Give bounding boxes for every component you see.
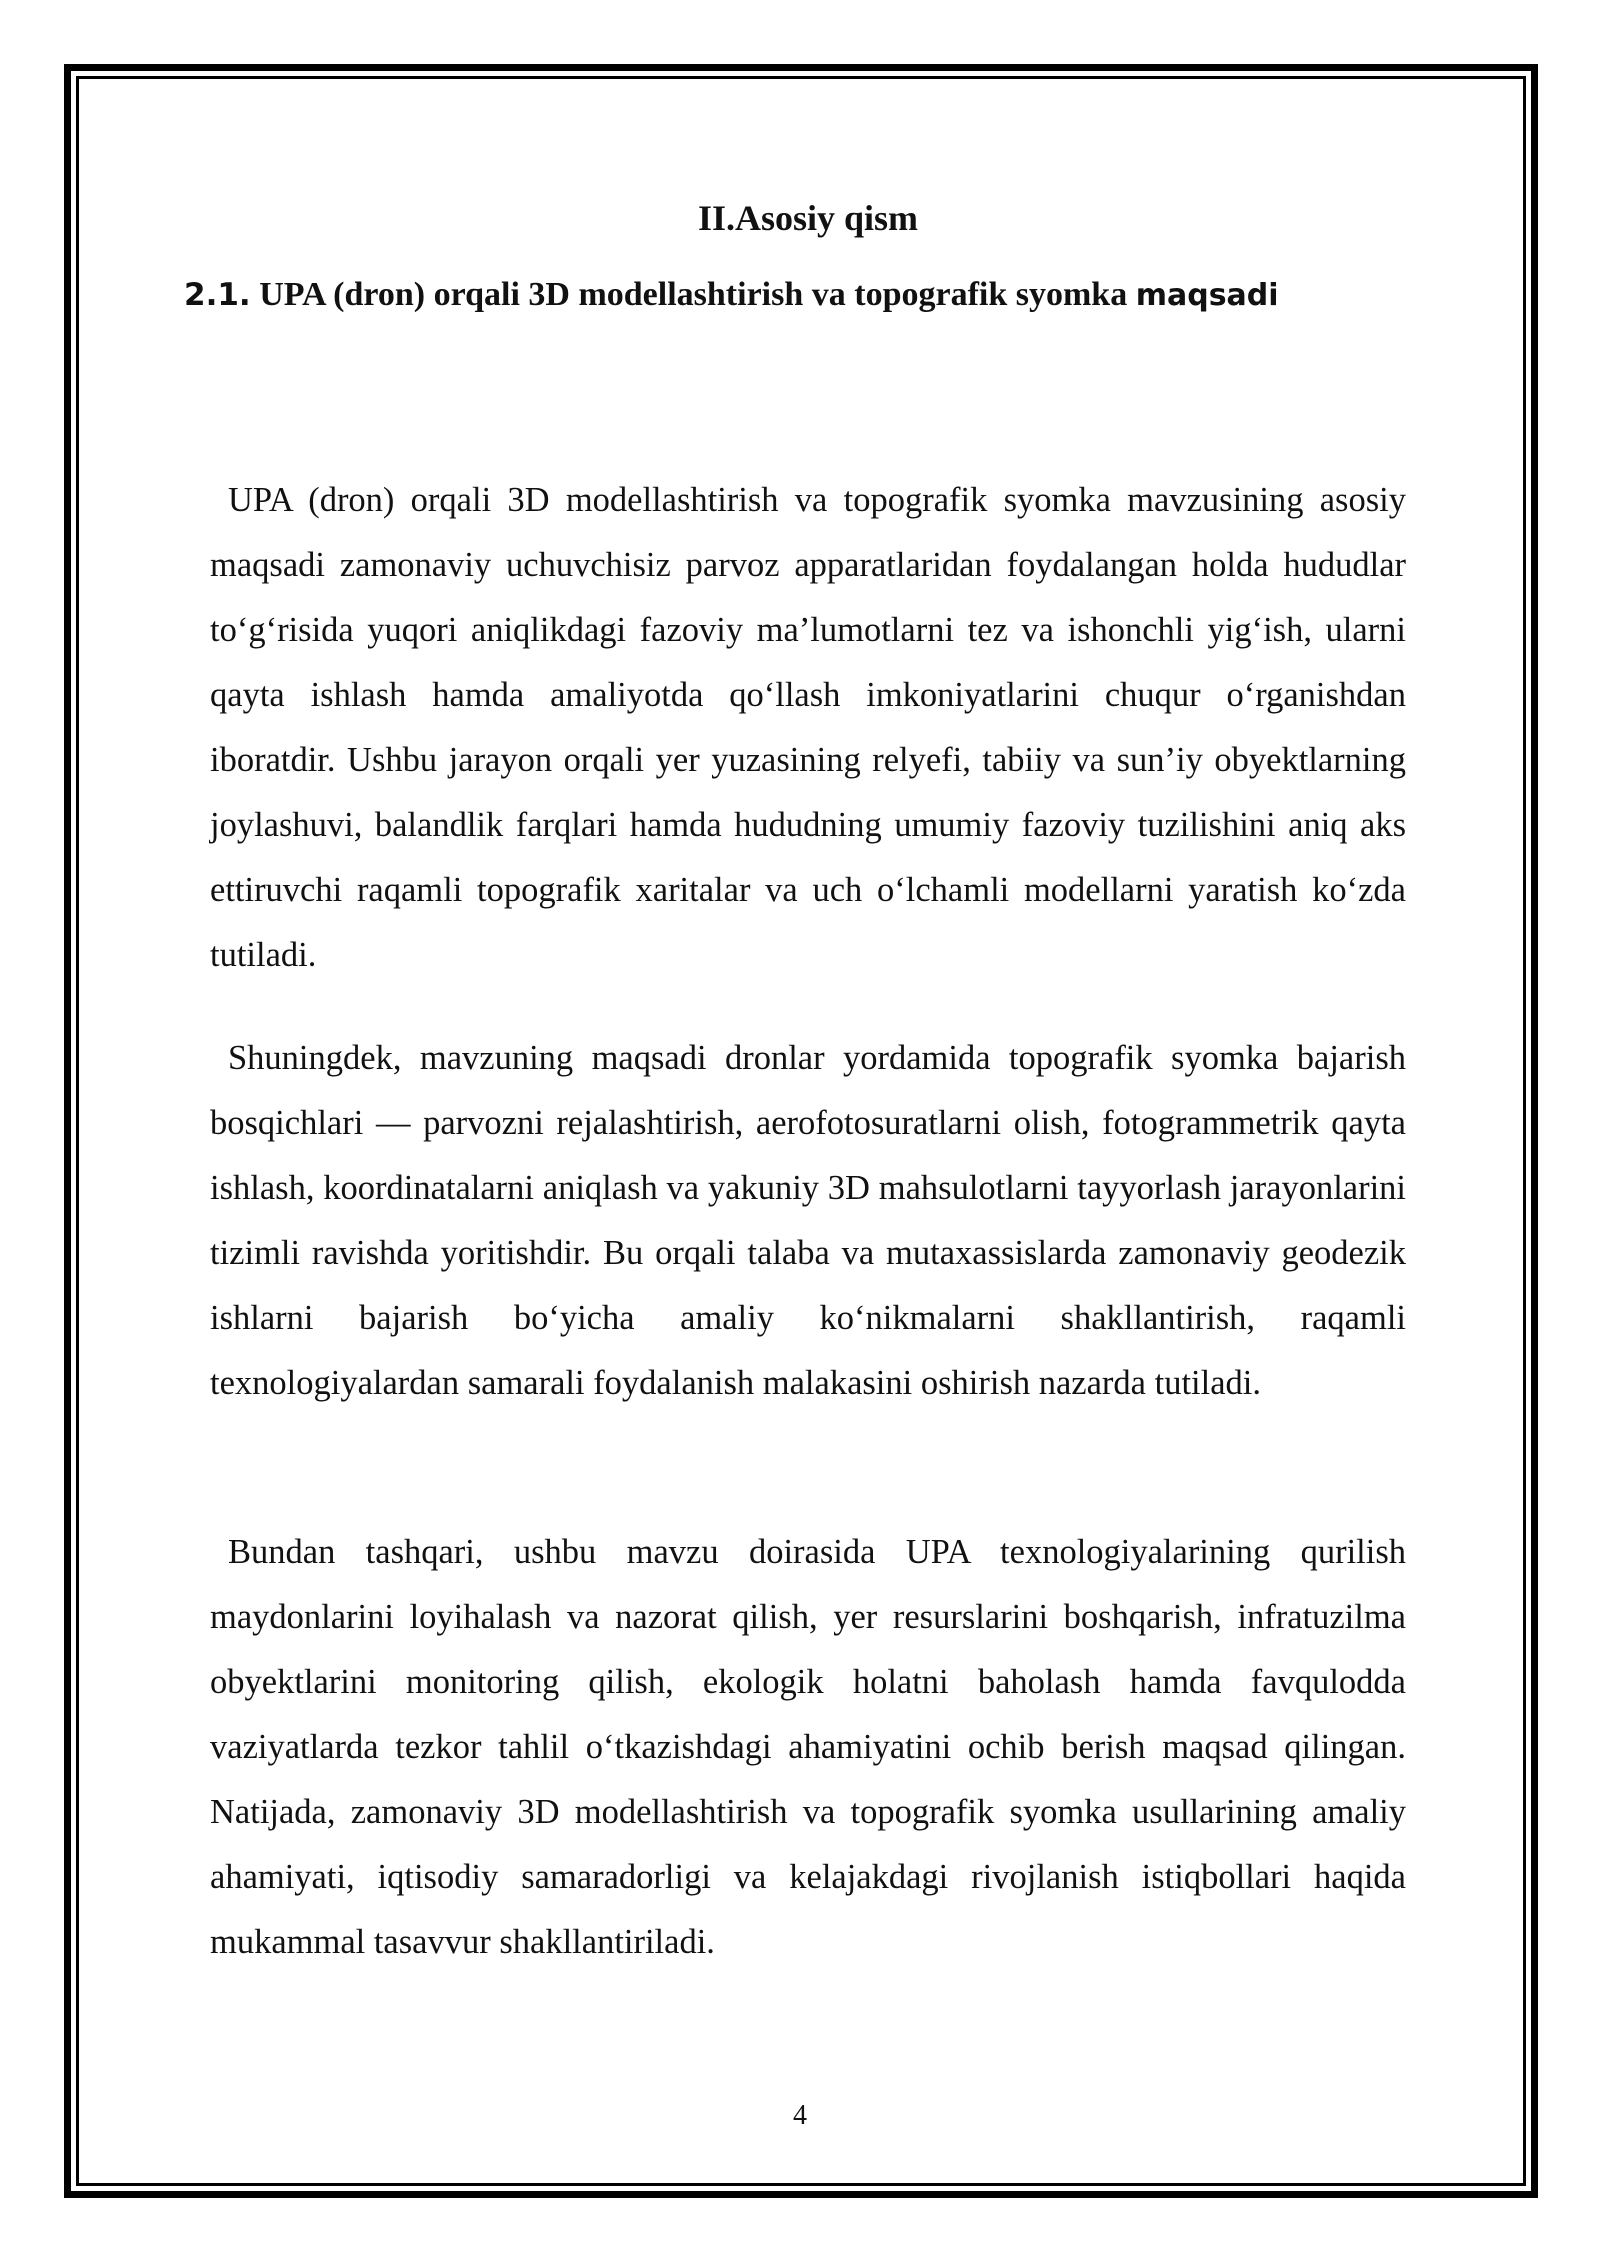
part-title: II.Asosiy qism — [697, 198, 919, 238]
page-number: 4 — [793, 2100, 807, 2131]
paragraph-3: Bundan tashqari, ushbu mavzu doirasida UPA texnologiyalarining qurilish maydonlarini loyihalash va nazorat qilish, yer resurslarini boshqarish, infratuzilma obyektlarini monitoring qilish, ekologik holatni baholash hamda favqulodda vaziyatlarda tezkor tahlil o‘tkazishdagi ahamiyatini ochib berish maqsad qilingan. Natijada, zamonaviy 3D modellashtirish va topografik syomka usullarining amaliy ahamiyati, iqtisodiy samaradorligi va kelajakdagi rivojlanish istiqbollari haqida mukammal tasavvur shakllantiriladi. — [210, 1533, 1406, 1961]
section-number: 2.1. — [184, 277, 251, 313]
section-title-trail: maqsadi — [1135, 278, 1279, 313]
section-title-bold: UPA (dron) orqali 3D modellashtirish va topografik syomka — [259, 276, 1128, 313]
paragraph-1: UPA (dron) orqali 3D modellashtirish va topografik syomka mavzusining asosiy maqsadi zamonaviy uchuvchisiz parvoz apparatlaridan foydalangan holda hududlar to‘g‘risida yuqori aniqlikdagi fazoviy ma’lumotlarni tez va ishonchli yig‘ish, ularni qayta ishlash hamda amaliyotda qo‘llash imkoniyatlarini chuqur o‘rganishdan iboratdir. Ushbu jarayon orqali yer yuzasining relyefi, tabiiy va sun’iy obyektlarning joylashuvi, balandlik farqlari hamda hududning umumiy fazoviy tuzilishini aniq aks ettiruvchi raqamli topografik xaritalar va uch o‘lchamli modellarni yaratish ko‘zda tutiladi. — [210, 481, 1406, 974]
paragraph-2: Shuningdek, mavzuning maqsadi dronlar yordamida topografik syomka bajarish bosqichlari — parvozni rejalashtirish, aerofotosuratlarni olish, fotogrammetrik qayta ishlash, koordinatalarni aniqlash va yakuniy 3D mahsulotlarni tayyorlash jarayonlarini tizimli ravishda yoritishdir. Bu orqali talaba va mutaxassislarda zamonaviy geodezik ishlarni bajarish bo‘yicha amaliy ko‘nikmalarni shakllantirish, raqamli texnologiyalardan samarali foydalanish malakasini oshirish nazarda tutiladi. — [210, 1039, 1406, 1402]
section-title — [184, 270, 1484, 321]
page-content — [184, 188, 1406, 1961]
